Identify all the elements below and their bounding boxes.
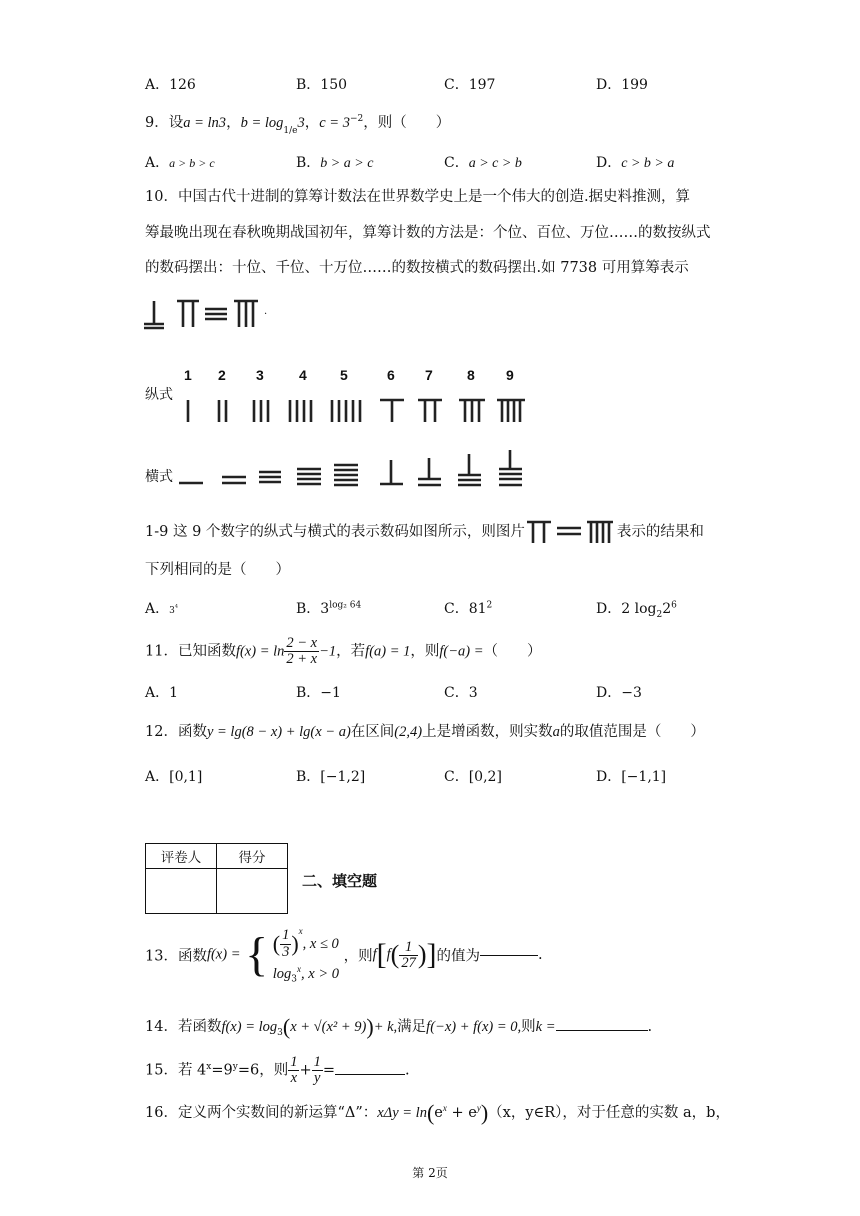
q13-answer-blank[interactable] <box>480 955 538 956</box>
horizontal-rod-2 <box>222 477 246 483</box>
page-footer: 第 2页 <box>412 1166 448 1180</box>
score-table-score-header: 得分 <box>217 844 288 869</box>
question-9: 9．设a = ln3，$b = \log_{1/e}3$，$c = 3^{-2}$，则（ ） <box>145 114 451 136</box>
q11-option-c: C．3 <box>444 685 478 701</box>
q8-option-b: B．150 <box>296 77 348 93</box>
q11-fraction: $\frac{2 - x}{2 + x}$ <box>286 635 318 668</box>
question-14: 14．若函数$f(x) = \log_3(x + √(x^2 + 9))+ k$,满足f(−x) + f(x) = 0,则k = . <box>145 1014 653 1039</box>
digit-label-6: 6 <box>387 367 395 383</box>
q10-option-d: D．2 $\log_22^6$ <box>596 600 677 620</box>
q10-line-3: 的数码摆出：十位、千位、十万位……的数按横式的数码摆出.如 7738 可用算筹表示 <box>145 260 689 276</box>
digit-label-8: 8 <box>467 367 475 383</box>
vertical-rod-5 <box>332 400 360 422</box>
horizontal-rod-7 <box>418 458 441 485</box>
question-13: 13．函数f(x) = { ( $\frac{1}{3}$ )$^x$, x ≤ 0 $\log_3^x$, x > 0 ，则f[f( $\frac{1}{27}$ )]的值为 . <box>145 926 543 985</box>
digit-label-4: 4 <box>299 367 307 383</box>
vertical-rod-3 <box>254 400 268 422</box>
rod-numeral-7738 <box>142 297 272 331</box>
q15-answer-blank[interactable] <box>335 1074 405 1075</box>
vertical-rod-9 <box>497 400 525 422</box>
brace: { <box>245 928 269 982</box>
score-table-score-cell <box>217 869 288 914</box>
q10-option-a: A．$3^4$ <box>145 601 179 617</box>
q10-option-c: C．$81^2$ <box>444 600 493 617</box>
vertical-rod-8 <box>459 400 485 422</box>
rod-numeral-chart <box>175 390 535 500</box>
horizontal-rod-8 <box>458 454 481 485</box>
q10-question: 1-9 这 9 个数字的纵式与横式的表示数码如图所示，则图片 表示的结果和 <box>145 519 704 545</box>
vertical-rod-6 <box>380 400 404 422</box>
horizontal-rod-5 <box>334 465 358 485</box>
q9-option-c: C．a > c > b <box>444 155 522 171</box>
piecewise-cases: ( $\frac{1}{3}$ )$^x$, x ≤ 0 $\log_3^x$, x > 0 <box>272 926 339 985</box>
digit-label-9: 9 <box>506 367 514 383</box>
q12-option-a: A．[0,1] <box>145 769 203 785</box>
q12-option-c: C．[0,2] <box>444 769 502 785</box>
digit-label-2: 2 <box>218 367 226 383</box>
digit-label-1: 1 <box>184 367 192 383</box>
vertical-form-label: 纵式 <box>145 387 173 403</box>
digit-label-5: 5 <box>340 367 348 383</box>
question-11: 11．已知函数f(x) = ln $\frac{2 - x}{2 + x}$ −1，若f(a) = 1，则f(−a) =（ ） <box>145 635 542 668</box>
q12-option-d: D．[−1,1] <box>596 769 667 785</box>
horizontal-rod-9 <box>499 450 522 485</box>
q9-option-d: D．c > b > a <box>596 155 675 171</box>
vertical-rod-7 <box>418 400 442 422</box>
vertical-rod-2 <box>219 400 226 422</box>
digit-label-3: 3 <box>256 367 264 383</box>
question-12: 12．函数y = lg(8 − x) + lg(x − a)在区间(2,4)上是增函数，则实数a的取值范围是（ ） <box>145 724 705 740</box>
question-16: 16．定义两个实数间的新运算“Δ”：$x\Delta y = \ln(e^x + e^y)(x$，y∈R），对于任意的实数 a，b， <box>145 1100 730 1125</box>
q8-option-a: A．126 <box>145 77 196 93</box>
q10-question-line-2: 下列相同的是（ ） <box>145 562 290 578</box>
horizontal-rod-6 <box>380 460 403 484</box>
q11-option-a: A．1 <box>145 685 179 701</box>
q10-period: . <box>264 306 268 317</box>
horizontal-form-label: 横式 <box>145 469 173 485</box>
q11-option-d: D．−3 <box>596 685 642 701</box>
section-2-title: 二、填空题 <box>302 872 378 890</box>
score-table <box>145 843 288 914</box>
horizontal-rod-3 <box>259 472 281 482</box>
rod-numeral-inline <box>525 519 617 545</box>
q11-option-b: B．−1 <box>296 685 341 701</box>
vertical-rod-4 <box>290 400 311 422</box>
question-15: 15．若 $4^x=9^y=6$，则 $\frac{1}{x}$ + $\frac{1}{y}$ = . <box>145 1054 410 1087</box>
q10-option-b: B．$3^{log_2 64}$ <box>296 600 362 617</box>
q10-line-2: 筹最晚出现在春秋晚期战国初年，算筹计数的方法是：个位、百位、万位……的数按纵式 <box>145 225 711 241</box>
score-table-grader-cell <box>146 869 217 914</box>
q9-option-b: B．b > a > c <box>296 155 374 171</box>
q8-option-c: C．197 <box>444 77 496 93</box>
q9-option-a: A．a > b > c <box>145 155 215 171</box>
q10-line-1: 10．中国古代十进制的算筹计数法在世界数学史上是一个伟大的创造.据史料推测，算 <box>145 189 691 205</box>
digit-label-7: 7 <box>425 367 433 383</box>
horizontal-rod-4 <box>297 469 321 484</box>
q12-option-b: B．[−1,2] <box>296 769 366 785</box>
q8-option-d: D．199 <box>596 77 648 93</box>
q14-answer-blank[interactable] <box>556 1030 648 1031</box>
score-table-grader-header: 评卷人 <box>146 844 217 869</box>
